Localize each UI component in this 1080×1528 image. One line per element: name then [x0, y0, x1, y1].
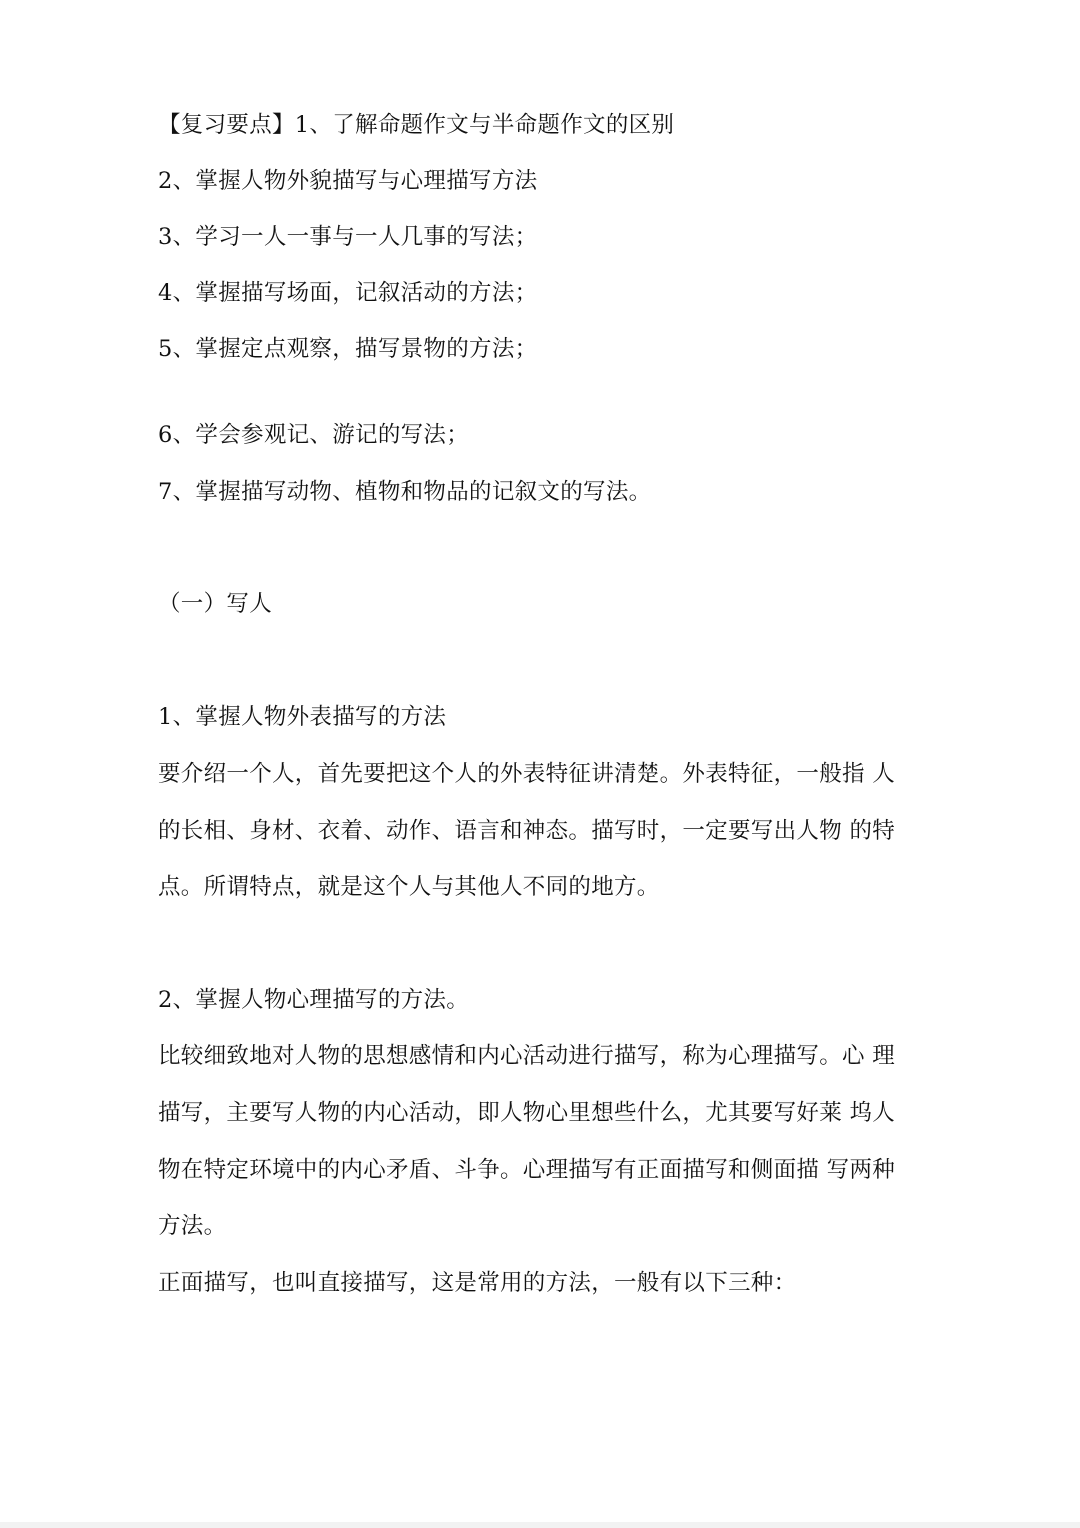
paragraph-line: 方法。 — [158, 1213, 227, 1239]
paragraph-line: 比较细致地对人物的思想感情和内心活动进行描写，称为心理描写。心 理 — [158, 1043, 896, 1069]
page-bottom-edge — [0, 1522, 1080, 1528]
section-title: （一）写人 — [158, 591, 273, 617]
subsection-heading: 2、掌握人物心理描写的方法。 — [158, 987, 470, 1013]
paragraph-line: 描写，主要写人物的内心活动，即人物心里想些什么，尤其要写好莱 坞人 — [158, 1100, 896, 1126]
review-point-item: 5、掌握定点观察，描写景物的方法； — [158, 336, 538, 362]
paragraph-line: 点。所谓特点，就是这个人与其他人不同的地方。 — [158, 874, 660, 900]
review-point-item: 6、学会参观记、游记的写法； — [158, 422, 470, 448]
review-points-heading: 【复习要点】1、了解命题作文与半命题作文的区别 — [158, 112, 675, 138]
review-point-item: 3、学习一人一事与一人几事的写法； — [158, 224, 538, 250]
paragraph-line: 的长相、身材、衣着、动作、语言和神态。描写时，一定要写出人物 的特 — [158, 818, 896, 844]
paragraph-line: 正面描写，也叫直接描写，这是常用的方法，一般有以下三种： — [158, 1270, 797, 1296]
subsection-heading: 1、掌握人物外表描写的方法 — [158, 704, 447, 730]
paragraph-line: 要介绍一个人，首先要把这个人的外表特征讲清楚。外表特征，一般指 人 — [158, 761, 896, 787]
review-point-item: 7、掌握描写动物、植物和物品的记叙文的写法。 — [158, 479, 652, 505]
review-point-item: 2、掌握人物外貌描写与心理描写方法 — [158, 168, 538, 194]
review-point-item: 4、掌握描写场面，记叙活动的方法； — [158, 280, 538, 306]
paragraph-line: 物在特定环境中的内心矛盾、斗争。心理描写有正面描写和侧面描 写两种 — [158, 1157, 896, 1183]
